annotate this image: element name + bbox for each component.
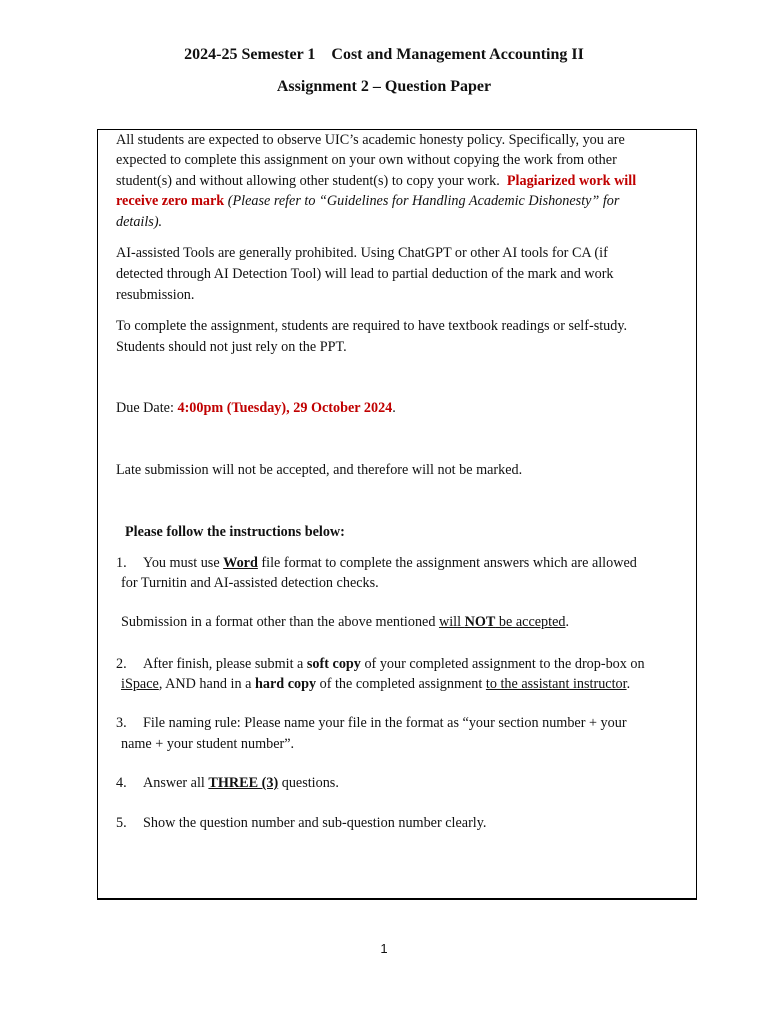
instruction-3-number: 3. (116, 715, 127, 731)
instruction-1-line-2: for Turnitin and AI-assisted detection checks. (121, 575, 379, 591)
instruction-3-line-1: File naming rule: Please name your file in the format as “your section number + your (143, 715, 627, 731)
soft-copy: soft copy (306, 656, 361, 672)
question-count: THREE (3) (208, 775, 279, 791)
instructions-box (97, 129, 697, 900)
zero-mark-warning: receive zero mark (116, 193, 225, 209)
plagiarism-warning: Plagiarized work will (506, 173, 637, 189)
instruction-5-number: 5. (116, 815, 127, 831)
assignment-title: Assignment 2 – Question Paper (276, 78, 492, 95)
instruction-2-period: . (626, 676, 631, 692)
assistant-instructor: to the assistant instructor (485, 676, 627, 692)
instruction-2-number: 2. (116, 656, 127, 672)
instruction-3-line-2: name + your student number”. (121, 736, 295, 752)
instruction-4-text-a: Answer all (143, 775, 209, 791)
instruction-1-text-a: You must use (143, 555, 224, 571)
ai-line-3: resubmission. (116, 287, 195, 303)
due-date-period: . (392, 400, 396, 416)
policy-text: student(s) and without allowing other student(s) to copy your work. (116, 173, 507, 189)
ai-line-1: AI-assisted Tools are generally prohibited. Using ChatGPT or other AI tools for CA (if (116, 245, 608, 261)
ispace: iSpace (121, 676, 159, 692)
format-warning-not: NOT (464, 614, 496, 630)
late-submission: Late submission will not be accepted, and therefore will not be marked. (116, 462, 523, 478)
instruction-2-text-c: of your completed assignment to the drop-box on (360, 656, 645, 672)
instructions-heading: Please follow the instructions below: (125, 524, 345, 540)
instruction-4-text-c: questions. (278, 775, 339, 791)
format-warning-accepted: be accepted (495, 614, 566, 630)
guidelines-reference: (Please refer to “Guidelines for Handling Academic Dishonesty” for (224, 193, 620, 209)
policy-line-3 (116, 171, 636, 192)
instruction-2-text-b: , AND hand in a (158, 676, 255, 692)
instruction-1-line-1 (143, 553, 637, 574)
instruction-1-number: 1. (116, 555, 127, 571)
instruction-2-text-a: After finish, please submit a (143, 656, 307, 672)
ai-line-2: detected through AI Detection Tool) will lead to partial deduction of the mark and work (116, 266, 614, 282)
hard-copy: hard copy (254, 676, 317, 692)
policy-line-2: expected to complete this assignment on your own without copying the work from other (116, 152, 617, 168)
instruction-1-text-c: file format to complete the assignment answers which are allowed (257, 555, 637, 571)
study-line-2: Students should not just rely on the PPT. (116, 339, 347, 355)
word-format: Word (223, 555, 258, 571)
policy-line-1: All students are expected to observe UIC’s academic honesty policy. Specifically, you are (116, 132, 625, 148)
course-title: 2024-25 Semester 1 Cost and Management Accounting II (184, 46, 584, 63)
instruction-2-text-d: of the completed assignment (316, 676, 486, 692)
instruction-5-line-1: Show the question number and sub-question number clearly. (143, 815, 487, 831)
instruction-2-line-1 (143, 654, 645, 675)
format-warning-text: Submission in a format other than the above mentioned (121, 614, 439, 630)
due-date-value: 4:00pm (Tuesday), 29 October 2024 (177, 400, 393, 416)
page-number: 1 (380, 941, 388, 956)
due-date (116, 398, 396, 419)
instruction-4-number: 4. (116, 775, 127, 791)
due-date-label: Due Date: (116, 400, 178, 416)
instruction-2-line-2 (121, 674, 630, 695)
study-line-1: To complete the assignment, students are required to have textbook readings or self-study. (116, 318, 628, 334)
format-warning-will: will (438, 614, 465, 630)
instruction-4-line-1 (143, 773, 339, 794)
format-warning-period: . (565, 614, 570, 630)
format-warning (121, 612, 569, 633)
policy-line-4 (116, 191, 619, 212)
policy-line-5: details). (116, 214, 163, 230)
